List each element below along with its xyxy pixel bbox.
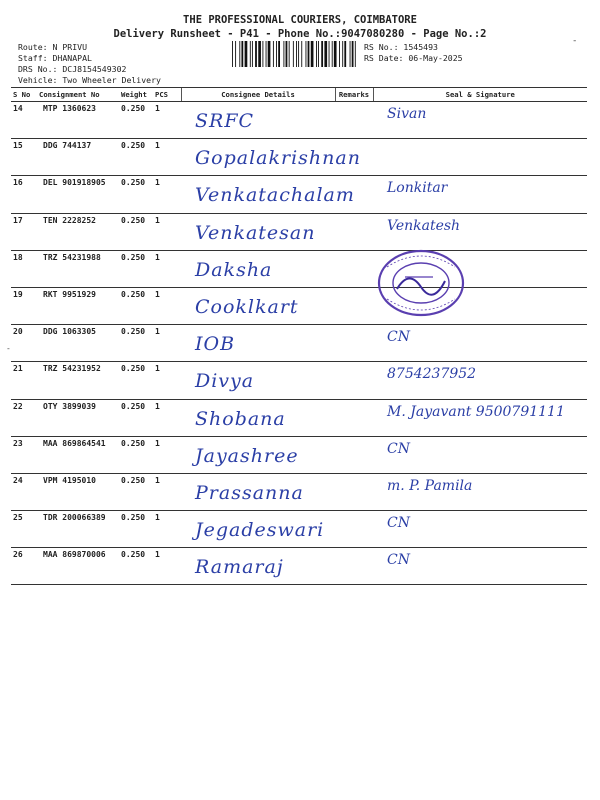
route-label: Route: N PRIVU — [18, 42, 88, 52]
col-header-signature: Seal & Signature — [373, 88, 587, 102]
handwritten-consignee-name: Gopalakrishnan — [195, 147, 361, 170]
pcs-cell: 1 — [153, 213, 181, 250]
signature-cell — [373, 102, 587, 139]
table-row — [11, 287, 587, 324]
consignment-no-cell: TEN 2228252 — [37, 213, 119, 250]
sno-cell: 19 — [11, 287, 37, 324]
consignment-no-cell: MAA 869864541 — [37, 436, 119, 473]
sno-cell: 22 — [11, 399, 37, 436]
pcs-cell: 1 — [153, 548, 181, 585]
handwritten-consignee-name: Shobana — [195, 407, 286, 430]
table-row — [11, 399, 587, 436]
handwritten-consignee-name: Prassanna — [195, 481, 304, 504]
remarks-cell — [335, 287, 373, 324]
weight-cell: 0.250 — [119, 176, 153, 213]
sno-cell: 20 — [11, 325, 37, 362]
col-header-remarks: Remarks — [335, 88, 373, 102]
weight-cell: 0.250 — [119, 325, 153, 362]
barcode — [232, 41, 358, 67]
sno-cell: 17 — [11, 213, 37, 250]
weight-cell: 0.250 — [119, 213, 153, 250]
handwritten-signature: 8754237952 — [387, 366, 477, 383]
consignee-cell — [181, 102, 335, 139]
handwritten-signature: Sivan — [387, 106, 427, 122]
consignment-no-cell: DEL 901918905 — [37, 176, 119, 213]
sno-cell: 14 — [11, 102, 37, 139]
staff-label: Staff: DHANAPAL — [18, 53, 92, 63]
table-row — [11, 436, 587, 473]
col-header-weight: Weight — [119, 88, 153, 102]
sno-cell: 15 — [11, 139, 37, 176]
weight-cell: 0.250 — [119, 287, 153, 324]
table-row — [11, 548, 587, 585]
signature-cell — [373, 473, 587, 510]
table-row — [11, 139, 587, 176]
consignment-no-cell: RKT 9951929 — [37, 287, 119, 324]
handwritten-signature: Lonkitar — [387, 180, 448, 197]
pcs-cell: 1 — [153, 362, 181, 399]
remarks-cell — [335, 436, 373, 473]
handwritten-consignee-name: Daksha — [195, 258, 273, 281]
table-row — [11, 213, 587, 250]
consignee-cell — [181, 473, 335, 510]
pcs-cell: 1 — [153, 436, 181, 473]
company-title: THE PROFESSIONAL COURIERS, COIMBATORE — [183, 14, 417, 26]
sno-cell: 16 — [11, 176, 37, 213]
consignment-no-cell: TRZ 54231952 — [37, 362, 119, 399]
rs-number: RS No.: 1545493 — [364, 42, 438, 52]
sno-cell: 21 — [11, 362, 37, 399]
rs-date: RS Date: 06-May-2025 — [364, 53, 463, 63]
pcs-cell: 1 — [153, 287, 181, 324]
consignment-no-cell: DDG 744137 — [37, 139, 119, 176]
table-row — [11, 176, 587, 213]
drs-number: DRS No.: DCJ8154549302 — [18, 64, 127, 74]
table-row — [11, 473, 587, 510]
remarks-cell — [335, 250, 373, 287]
handwritten-signature: CN — [387, 440, 410, 457]
col-header-sno: S No — [11, 88, 37, 102]
remarks-cell — [335, 511, 373, 548]
consignee-cell — [181, 548, 335, 585]
col-header-consignee: Consignee Details — [181, 88, 335, 102]
consignee-cell — [181, 362, 335, 399]
signature-cell — [373, 139, 587, 176]
remarks-cell — [335, 399, 373, 436]
table-row — [11, 325, 587, 362]
handwritten-signature: M. Jayavant 9500791111 — [387, 403, 565, 420]
runsheet-table — [11, 87, 587, 585]
col-header-consignment: Consignment No — [37, 88, 119, 102]
table-row — [11, 250, 587, 287]
runsheet-subtitle: Delivery Runsheet - P41 - Phone No.:9047080280 - Page No.:2 — [113, 28, 487, 40]
signature-cell — [373, 548, 587, 585]
weight-cell: 0.250 — [119, 473, 153, 510]
handwritten-consignee-name: Venkatesan — [195, 221, 316, 244]
consignee-cell — [181, 399, 335, 436]
handwritten-consignee-name: Venkatachalam — [195, 184, 355, 207]
consignee-cell — [181, 436, 335, 473]
vehicle-label: Vehicle: Two Wheeler Delivery — [18, 75, 161, 85]
handwritten-signature: CN — [387, 552, 410, 569]
consignee-cell — [181, 511, 335, 548]
handwritten-consignee-name: Jegadeswari — [195, 519, 325, 542]
handwritten-consignee-name: Jayashree — [195, 444, 299, 467]
pcs-cell: 1 — [153, 325, 181, 362]
signature-cell — [373, 213, 587, 250]
company-seal-stamp — [375, 247, 467, 319]
consignee-cell — [181, 213, 335, 250]
margin-mark-top: - — [572, 36, 578, 46]
consignee-cell — [181, 325, 335, 362]
weight-cell: 0.250 — [119, 436, 153, 473]
pcs-cell: 1 — [153, 176, 181, 213]
sno-cell: 24 — [11, 473, 37, 510]
handwritten-consignee-name: Divya — [195, 370, 255, 393]
remarks-cell — [335, 548, 373, 585]
weight-cell: 0.250 — [119, 139, 153, 176]
consignment-no-cell: OTY 3899039 — [37, 399, 119, 436]
consignment-no-cell: DDG 1063305 — [37, 325, 119, 362]
signature-cell — [373, 436, 587, 473]
remarks-cell — [335, 362, 373, 399]
pcs-cell: 1 — [153, 511, 181, 548]
consignee-cell — [181, 250, 335, 287]
consignee-cell — [181, 287, 335, 324]
sno-cell: 23 — [11, 436, 37, 473]
margin-mark-left: - — [6, 344, 11, 353]
signature-cell — [373, 399, 587, 436]
table-row — [11, 102, 587, 139]
consignment-no-cell: VPM 4195010 — [37, 473, 119, 510]
table-row — [11, 511, 587, 548]
consignment-no-cell: TDR 200066389 — [37, 511, 119, 548]
consignment-no-cell: MAA 869870006 — [37, 548, 119, 585]
remarks-cell — [335, 213, 373, 250]
handwritten-signature: CN — [387, 515, 410, 532]
weight-cell: 0.250 — [119, 362, 153, 399]
signature-cell — [373, 325, 587, 362]
consignment-no-cell: TRZ 54231988 — [37, 250, 119, 287]
consignment-no-cell: MTP 1360623 — [37, 102, 119, 139]
weight-cell: 0.250 — [119, 250, 153, 287]
weight-cell: 0.250 — [119, 102, 153, 139]
signature-cell — [373, 511, 587, 548]
remarks-cell — [335, 102, 373, 139]
remarks-cell — [335, 473, 373, 510]
handwritten-consignee-name: IOB — [195, 333, 236, 356]
consignee-cell — [181, 139, 361, 176]
table-row — [11, 362, 587, 399]
weight-cell: 0.250 — [119, 511, 153, 548]
handwritten-signature: m. P. Pamila — [387, 477, 473, 494]
pcs-cell: 1 — [153, 250, 181, 287]
handwritten-consignee-name: SRFC — [195, 110, 255, 132]
pcs-cell: 1 — [153, 102, 181, 139]
sno-cell: 25 — [11, 511, 37, 548]
handwritten-signature: CN — [387, 329, 410, 346]
signature-cell — [373, 362, 587, 399]
handwritten-signature: Venkatesh — [387, 217, 461, 234]
pcs-cell: 1 — [153, 473, 181, 510]
pcs-cell: 1 — [153, 399, 181, 436]
pcs-cell: 1 — [153, 139, 181, 176]
weight-cell: 0.250 — [119, 548, 153, 585]
table-header-row — [11, 88, 587, 102]
weight-cell: 0.250 — [119, 399, 153, 436]
remarks-cell — [335, 325, 373, 362]
col-header-pcs: PCS — [153, 88, 181, 102]
sno-cell: 18 — [11, 250, 37, 287]
handwritten-consignee-name: Ramaraj — [195, 556, 284, 579]
handwritten-consignee-name: Cooklkart — [195, 295, 299, 318]
sno-cell: 26 — [11, 548, 37, 585]
consignee-cell — [181, 176, 355, 213]
signature-cell — [373, 176, 587, 213]
